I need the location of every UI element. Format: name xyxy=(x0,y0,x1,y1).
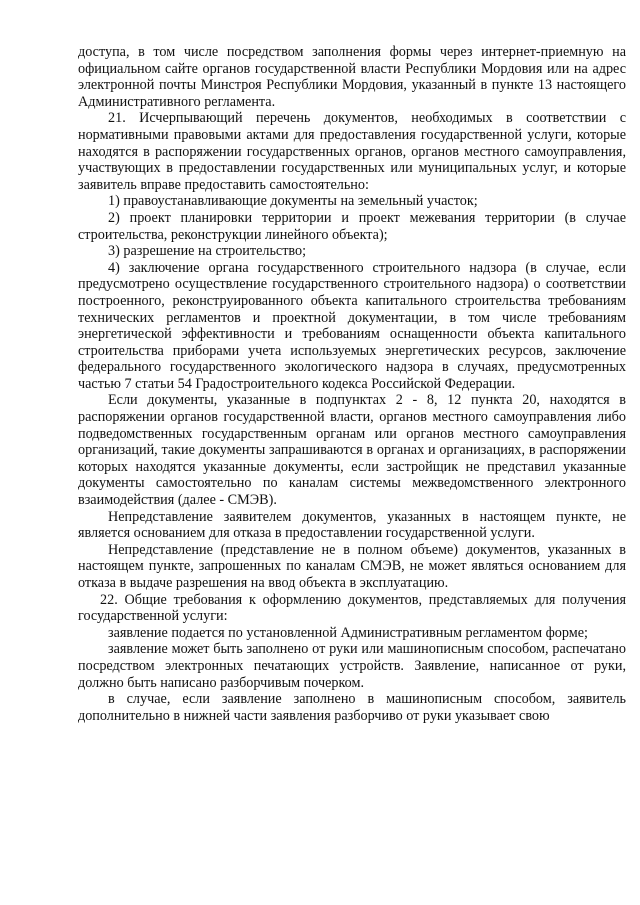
requirement-handwritten: заявление может быть заполнено от руки или машинописным способом, распечатано посредством электронных печатающих устройств. Заявление, написанное от руки, должно быть написано разборчивым почерком. xyxy=(78,641,626,691)
paragraph-item-22: 22. Общие требования к оформлению документов, представляемых для получения государственной услуги: xyxy=(78,591,626,625)
list-item-4: 4) заключение органа государственного строительного надзора (в случае, если предусмотрено осуществление государственного строительного надзора) о соответствии построенного, реконструированного объекта капитального строительства требованиям технических регламентов и проектной документации, в том числе требованиям энергетической эффективности и требованиям оснащенности объекта капитального строительства приборами учета используемых энергетических ресурсов, заключение федерального государственного экологического надзора в случаях, предусмотренных частью 7 статьи 54 Градостроительного кодекса Российской Федерации. xyxy=(78,259,626,392)
list-item-2: 2) проект планировки территории и проект межевания территории (в случае строительства, реконструкции линейного объекта); xyxy=(78,209,626,243)
list-item-1: 1) правоустанавливающие документы на земельный участок; xyxy=(108,193,478,210)
paragraph-documents-request: Если документы, указанные в подпунктах 2 - 8, 12 пункта 20, находятся в распоряжении органов государственной власти, органов местного самоуправления либо подведомственных государственным органам или органов местного самоуправления организаций, такие документы запрашиваются в органах и организациях, в распоряжении которых находятся указанные документы, если застройщик не представил указанные документы самостоятельно по каналам системы межведомственного электронного взаимодействия (далее - СМЭВ). xyxy=(78,392,626,509)
paragraph-non-submission: Непредставление заявителем документов, указанных в настоящем пункте, не является основанием для отказа в предоставлении государственной услуги. xyxy=(78,508,626,542)
requirement-typed: в случае, если заявление заполнено в машинописным способом, заявитель дополнительно в нижней части заявления разборчиво от руки указывает свою xyxy=(78,691,626,724)
paragraph-item-21: 21. Исчерпывающий перечень документов, необходимых в соответствии с нормативными правовыми актами для предоставления государственной услуги, которые находятся в распоряжении государственных органов, органов местного самоуправления, участвующих в предоставлении государственных или муниципальных услуг, и которые заявитель вправе предоставить самостоятельно: xyxy=(78,110,626,193)
list-item-3: 3) разрешение на строительство; xyxy=(108,243,307,260)
paragraph-access-continuation: доступа, в том числе посредством заполнения формы через интернет-приемную на официальном сайте органов государственной власти Республики Мордовия или на адрес электронной почты Минстроя Республики Мордовия, указанный в пункте 13 настоящего Административного регламента. xyxy=(78,44,626,110)
requirement-form: заявление подается по установленной Административным регламентом форме; xyxy=(108,624,588,641)
paragraph-non-submission-smev: Непредставление (представление не в полном объеме) документов, указанных в настоящем пункте, запрошенных по каналам СМЭВ, не может являться основанием для отказа в выдаче разрешения на ввод объекта в эксплуатацию. xyxy=(78,541,626,591)
